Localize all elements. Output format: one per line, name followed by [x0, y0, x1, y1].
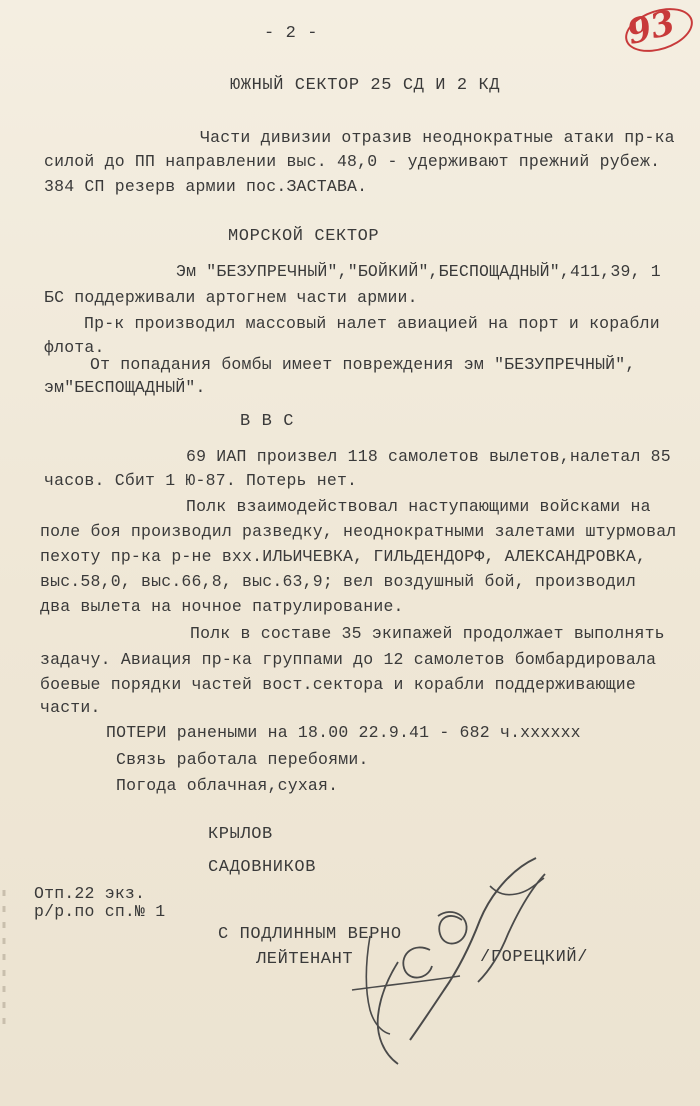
air-force-line: Полк в составе 35 экипажей продолжает выполнять	[190, 624, 665, 643]
air-force-line: два вылета на ночное патрулирование.	[40, 597, 404, 616]
air-force-line: 69 ИАП произвел 118 самолетов вылетов,налетал 85	[186, 447, 671, 466]
handwritten-signature	[340, 850, 560, 1080]
naval-sector-line: флота.	[44, 338, 105, 357]
air-force-line: части.	[40, 698, 101, 717]
naval-sector-line: От попадания бомбы имеет повреждения эм "БЕЗУПРЕЧНЫЙ",	[90, 355, 636, 374]
air-force-line: выс.58,0, выс.66,8, выс.63,9; вел воздушный бой, производил	[40, 572, 636, 591]
certified-line: С ПОДЛИННЫМ ВЕРНО	[218, 925, 402, 944]
naval-sector-heading: МОРСКОЙ СЕКТОР	[228, 227, 380, 246]
air-force-heading: В В С	[240, 412, 295, 431]
south-sector-line: Части дивизии отразив неоднократные атаки пр-ка	[200, 128, 675, 147]
registry-note: р/р.по сп.№ 1	[34, 902, 166, 921]
air-force-line: поле боя производил разведку, неоднократными залетами штурмовал	[40, 522, 677, 541]
naval-sector-line: Эм "БЕЗУПРЕЧНЫЙ","БОЙКИЙ",БЕСПОЩАДНЫЙ",411,39, 1	[176, 262, 661, 281]
certifier-name: /ГОРЕЦКИЙ/	[480, 948, 589, 967]
copies-note: Отп.22 экз.	[34, 884, 146, 903]
folio-number: 93	[623, 2, 679, 53]
naval-sector-line: Пр-к производил массовый налет авиацией на порт и корабли	[84, 314, 660, 333]
south-sector-line: 384 СП резерв армии пос.ЗАСТАВА.	[44, 177, 368, 196]
losses-line: ПОТЕРИ ранеными на 18.00 22.9.41 - 682 ч.xxxxxx	[106, 723, 581, 742]
signatory-name: САДОВНИКОВ	[208, 858, 317, 877]
weather-line: Погода облачная,сухая.	[116, 776, 339, 795]
south-sector-line: силой до ПП направлении выс. 48,0 - удерживают прежний рубеж.	[44, 152, 661, 171]
margin-mark	[0, 890, 10, 1030]
rank-line: ЛЕЙТЕНАНТ	[256, 950, 354, 969]
air-force-line: Полк взаимодействовал наступающими войсками на	[186, 497, 651, 516]
naval-sector-line: БС поддерживали артогнем части армии.	[44, 288, 418, 307]
south-sector-heading: ЮЖНЫЙ СЕКТОР 25 СД И 2 КД	[230, 76, 501, 95]
air-force-line: боевые порядки частей вост.сектора и корабли поддерживающие	[40, 675, 636, 694]
air-force-line: часов. Сбит 1 Ю-87. Потерь нет.	[44, 471, 358, 490]
page-number: - 2 -	[264, 24, 319, 43]
air-force-line: задачу. Авиация пр-ка группами до 12 самолетов бомбардировала	[40, 650, 657, 669]
comms-line: Связь работала перебоями.	[116, 750, 369, 769]
air-force-line: пехоту пр-ка р-не вхх.ИЛЬИЧЕВКА, ГИЛЬДЕНДОРФ, АЛЕКСАНДРОВКА,	[40, 547, 647, 566]
signatory-name: КРЫЛОВ	[208, 825, 273, 844]
naval-sector-line: эм"БЕСПОЩАДНЫЙ".	[44, 378, 206, 397]
